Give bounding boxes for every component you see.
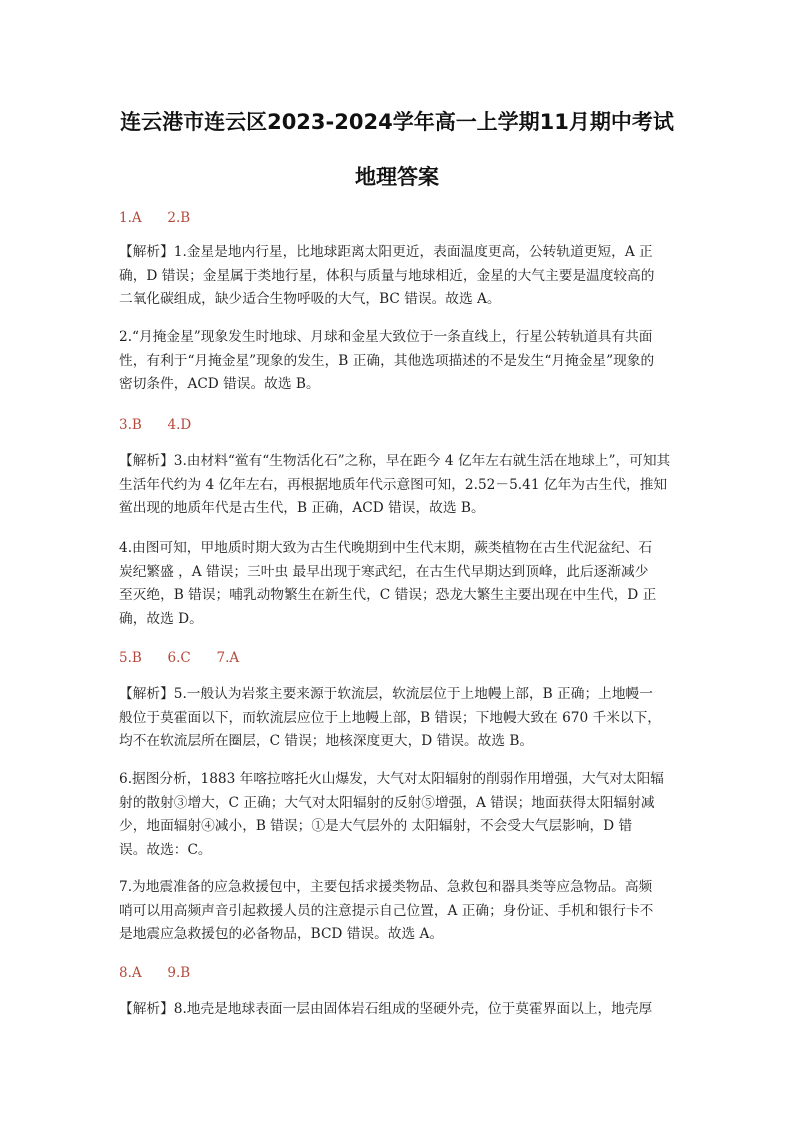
explanation-paragraph (119, 683, 679, 754)
text-line: 密切条件，ACD 错误。故选 B。 (119, 376, 320, 392)
text-line: 确，故选 D。 (119, 610, 203, 627)
text-line: 哨可以用高频声音引起救援人员的注意提示自己位置，A 正确；身份证、手机和银行卡不 (119, 902, 654, 919)
answer-key-1-2: 1.A 2.B (119, 210, 191, 226)
text-line: 般位于莫霍面以下，而软流层应位于上地幔上部，B 错误；下地幔大致在 670 千米以下， (119, 709, 661, 726)
text-line: 误。故选：C。 (119, 841, 212, 858)
text-line: 生活年代约为 4 亿年左右，再根据地质年代示意图可知，2.52－5.41 亿年为古生代，推知 (119, 476, 668, 493)
text-line: 是地震应急救援包的必备物品，BCD 错误。故选 A。 (119, 926, 444, 942)
text-line: 7.为地震准备的应急救援包中，主要包括求援类物品、急救包和器具类等应急物品。高频 (119, 879, 653, 895)
text-line: 4.由图可知，甲地质时期大致为古生代晚期到中生代末期，蕨类植物在古生代泥盆纪、石 (119, 540, 653, 556)
explanation-paragraph (119, 768, 679, 862)
text-line: 二氧化碳组成，缺少适合生物呼吸的大气，BC 错误。故选 A。 (119, 291, 501, 307)
text-line: 炭纪繁盛 ，A 错误；三叶虫 最早出现于寒武纪，在古生代早期达到顶峰，此后逐渐减少 (119, 563, 649, 580)
answer-key-5-7: 5.B 6.C 7.A (119, 650, 240, 666)
text-line: 【解析】1.金星是地内行星，比地球距离太阳更近，表面温度更高，公转轨道更短，A 正 (119, 244, 653, 260)
text-line: 2.“月掩金星”现象发生时地球、月球和金星大致位于一条直线上，行星公转轨道具有共面 (119, 329, 653, 345)
explanation-paragraph (119, 241, 679, 312)
text-line: 射的散射③增大，C 正确；大气对太阳辐射的反射⑤增强，A 错误；地面获得太阳辐射减 (119, 794, 655, 811)
text-line: 鲎出现的地质年代是古生代，B 正确，ACD 错误，故选 B。 (119, 500, 485, 516)
text-line: 至灭绝，B 错误；哺乳动物繁生在新生代，C 错误；恐龙大繁生主要出现在中生代，D 正 (119, 587, 657, 603)
document-title: 连云港市连云区2023-2024学年高一上学期11月期中考试 (120, 110, 674, 134)
answer-key-8-9: 8.A 9.B (119, 965, 191, 981)
explanation-paragraph (119, 876, 679, 947)
explanation-paragraph (119, 450, 679, 521)
document-subtitle: 地理答案 (355, 165, 439, 189)
explanation-paragraph (119, 326, 679, 397)
text-line: 均不在软流层所在圈层，C 错误；地核深度更大，D 错误。故选 B。 (119, 733, 534, 749)
text-line: 6.据图分析，1883 年喀拉喀托火山爆发，大气对太阳辐射的削弱作用增强，大气对太阳辐 (119, 771, 664, 787)
text-line: 确，D 错误；金星属于类地行星，体积与质量与地球相近，金星的大气主要是温度较高的 (119, 267, 655, 284)
text-line: 【解析】8.地壳是地球表面一层由固体岩石组成的坚硬外壳，位于莫霍界面以上，地壳厚 (119, 1001, 653, 1017)
text-line: 【解析】3.由材料“鲎有“生物活化石”之称，早在距今 4 亿年左右就生活在地球上”，可知其 (119, 453, 671, 469)
text-line: 【解析】5.一般认为岩浆主要来源于软流层，软流层位于上地幔上部，B 正确；上地幔一 (119, 686, 653, 702)
text-line: 性，有利于“月掩金星”现象的发生，B 正确，其他选项描述的不是发生“月掩金星”现象的 (119, 352, 655, 369)
answer-key-3-4: 3.B 4.D (119, 417, 192, 433)
explanation-paragraph (119, 537, 679, 631)
explanation-paragraph (119, 998, 679, 1022)
text-line: 少，地面辐射④减小，B 错误；①是大气层外的 太阳辐射，不会受大气层影响，D 错 (119, 818, 633, 834)
